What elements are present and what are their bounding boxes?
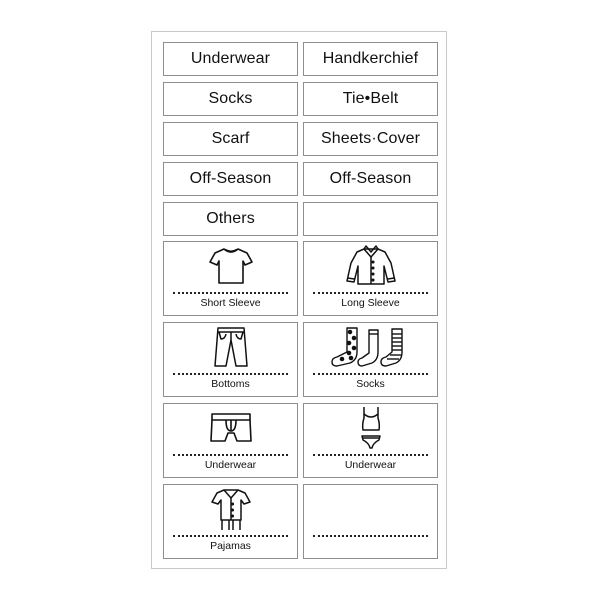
label-scarf [163,122,298,156]
write-in-line [173,535,288,537]
label-underwear [163,42,298,76]
socks-icon [304,327,437,367]
pants-icon [164,327,297,367]
long-sleeve-shirt-icon [304,246,437,286]
label-underwear-camisole [303,403,438,478]
label-socks [163,82,298,116]
label-text: Handkerchief [322,50,419,67]
label-text: Scarf [211,130,250,147]
label-off-season [163,162,298,196]
label-caption: Bottoms [211,378,250,390]
label-text: Underwear [190,50,271,67]
label-blank [303,202,438,236]
label-text: Socks [208,90,253,107]
label-caption: Underwear [344,459,397,471]
label-caption: Underwear [204,459,257,471]
label-off-season [303,162,438,196]
label-text: Off-Season [189,170,272,187]
write-in-line [313,535,428,537]
write-in-line [173,454,288,456]
label-caption: Pajamas [210,540,251,552]
label-socks [303,322,438,397]
write-in-line [173,292,288,294]
label-text: Others [206,210,255,227]
label-long-sleeve [303,241,438,316]
t-shirt-icon [164,246,297,286]
label-pajamas [163,484,298,559]
label-tie-belt [303,82,438,116]
label-blank [303,484,438,559]
label-text: Off-Season [329,170,412,187]
write-in-line [173,373,288,375]
label-underwear-boxers [163,403,298,478]
label-caption: Socks [356,378,385,390]
label-sheets-cover [303,122,438,156]
label-text: Tie•Belt [342,90,399,107]
label-sticker-sheet [151,31,447,569]
label-caption: Long Sleeve [341,297,400,309]
boxer-briefs-icon [164,408,297,448]
label-bottoms [163,322,298,397]
label-caption: Short Sleeve [200,297,261,309]
label-handkerchief [303,42,438,76]
write-in-line [313,454,428,456]
label-others [163,202,298,236]
write-in-line [313,373,428,375]
label-short-sleeve [163,241,298,316]
label-text: Sheets·Cover [320,130,421,147]
write-in-line [313,292,428,294]
pajamas-icon [164,489,297,529]
camisole-underwear-icon [304,408,437,448]
